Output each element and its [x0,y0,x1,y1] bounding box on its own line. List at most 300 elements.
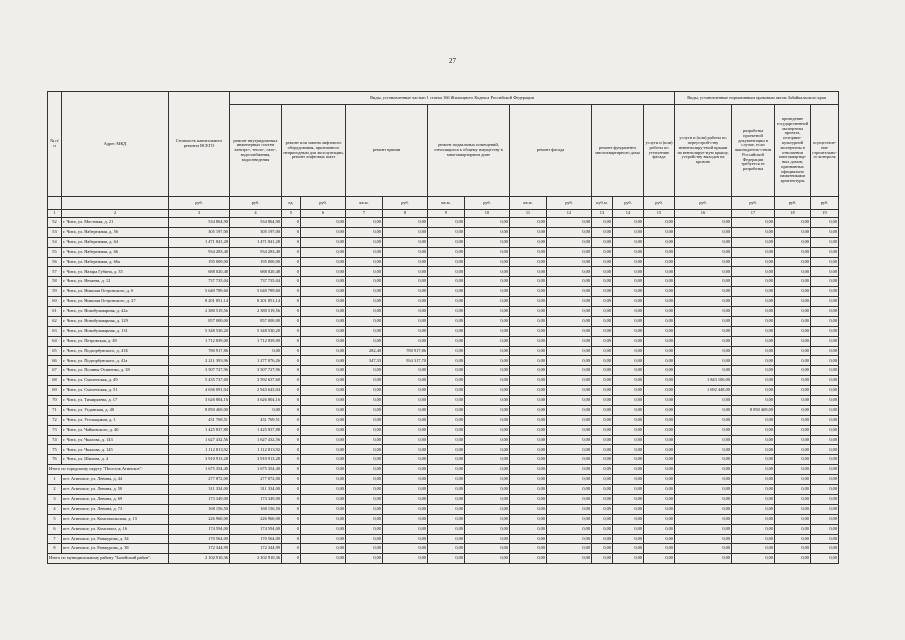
row-value: 0,00 [613,405,644,415]
row-value: 172 344,99 [169,544,230,554]
row-value: 0,00 [510,544,547,554]
row-value: 0,00 [775,554,811,564]
row-value: 0,00 [301,455,346,465]
col-no-header: № п/п [48,92,62,197]
row-value: 0,00 [547,346,592,356]
row-value: 0,00 [675,297,732,307]
row-value: 0,00 [811,297,839,307]
table-row [48,257,839,267]
row-value: 172 344,99 [230,544,282,554]
row-value: 0,00 [592,514,613,524]
row-value: 0,00 [613,415,644,425]
row-value: 0,00 [346,554,383,564]
row-value: 0,00 [465,494,510,504]
row-address: г. Чита, ул. Набережная, д. 66 [62,247,169,257]
row-value: 0,00 [301,316,346,326]
row-value: 0,00 [301,465,346,475]
row-value: 0,00 [465,307,510,317]
row-value: 277 872,00 [169,475,230,485]
table-row [48,336,839,346]
row-value: 0,00 [547,465,592,475]
row-value: 1 627 432,56 [230,435,282,445]
row-value: 4 636 091,04 [169,386,230,396]
row-value: 0,00 [811,376,839,386]
row-value: 0,00 [592,386,613,396]
row-number: 2 [48,485,62,495]
row-value: 1 425 837,88 [169,425,230,435]
row-value: 0,00 [644,524,675,534]
row-value: 0,00 [675,366,732,376]
row-value: 0,00 [675,218,732,228]
table-row [48,435,839,445]
row-value: 0,00 [811,455,839,465]
row-value: 0,00 [592,435,613,445]
row-value: 0,00 [428,514,465,524]
row-value: 0,00 [811,514,839,524]
row-address: г. Чита, ул. Петровская, д. 49 [62,336,169,346]
row-value: 0,00 [428,415,465,425]
row-value: 0,00 [346,297,383,307]
row-value: 0,00 [644,346,675,356]
row-value: 0,00 [346,504,383,514]
row-value: 0,00 [675,494,732,504]
row-value: 0,00 [644,396,675,406]
row-value: 0,00 [775,218,811,228]
row-value: 0,00 [301,485,346,495]
row-value: 0,00 [547,425,592,435]
table-row [48,237,839,247]
row-value: 0,00 [346,376,383,386]
row-value: 0,00 [675,524,732,534]
row-value: 0,00 [428,277,465,287]
row-value: 0,00 [428,494,465,504]
row-value: 0,00 [465,267,510,277]
row-value: 0,00 [547,326,592,336]
row-value: 0,00 [775,435,811,445]
table-row [48,386,839,396]
row-value: 226 960,00 [169,514,230,524]
row-value: 0 [282,425,301,435]
row-value: 0,00 [465,544,510,554]
row-value: 195 000,00 [230,257,282,267]
row-value: 0,00 [547,475,592,485]
row-value: 0 [282,277,301,287]
unit-cell: руб. [465,197,510,210]
row-number: 57 [48,267,62,277]
row-value: 0,00 [644,297,675,307]
row-value: 347,33 [346,356,383,366]
row-value: 0,00 [592,247,613,257]
column-number: 8 [383,210,428,218]
row-value: 0,00 [510,494,547,504]
row-value: 0,00 [775,227,811,237]
repair-register-table [47,91,839,564]
row-value: 0,00 [644,485,675,495]
row-value: 305 197,00 [169,227,230,237]
row-value: 0,00 [775,267,811,277]
row-value: 0 [282,514,301,524]
table-row [48,218,839,228]
row-value: 0,00 [428,257,465,267]
row-value: 0,00 [465,376,510,386]
row-value: 0,00 [383,307,428,317]
row-value: 0,00 [613,435,644,445]
row-value: 688 020,48 [230,267,282,277]
row-value: 431 769,51 [230,415,282,425]
row-value: 0,00 [465,257,510,267]
row-value: 282,40 [346,346,383,356]
row-value: 0,00 [346,445,383,455]
row-value: 0,00 [346,277,383,287]
row-value: 0,00 [383,475,428,485]
row-value: 0,00 [465,455,510,465]
row-number: 61 [48,307,62,317]
row-value: 0,00 [301,267,346,277]
subtotal-row [48,465,839,475]
row-value: 0,00 [613,297,644,307]
row-value: 0,00 [675,396,732,406]
row-value: 0,00 [732,544,775,554]
row-value: 0,00 [346,524,383,534]
row-value: 0,00 [510,485,547,495]
row-value: 0 [282,405,301,415]
row-address: пгт. Агинское, ул. Ранжурова, д. 34 [62,534,169,544]
row-value: 0,00 [383,455,428,465]
row-value: 0,00 [811,307,839,317]
row-value: 0,00 [592,257,613,267]
row-value: 0,00 [383,287,428,297]
row-value: 0,00 [383,267,428,277]
row-value: 0,00 [465,297,510,307]
row-value: 0 [282,415,301,425]
row-value: 0,00 [510,455,547,465]
row-value: 0,00 [592,524,613,534]
row-value: 170 564,00 [169,534,230,544]
row-value: 0,00 [428,485,465,495]
row-value: 0,00 [592,544,613,554]
row-value: 0,00 [465,405,510,415]
col-roof-header: ремонт крыши [346,105,428,197]
row-value: 0,00 [547,435,592,445]
row-value: 0,00 [465,277,510,287]
column-number: 10 [465,210,510,218]
row-value: 0,00 [346,237,383,247]
row-value: 0,00 [547,277,592,287]
row-value: 0,00 [675,287,732,297]
row-value: 0,00 [613,267,644,277]
row-value: 0,00 [428,237,465,247]
col-design-header: разработка проектной документации в случае, если законодатель-ством Российской Федерации требуется ее разработка [732,105,775,197]
row-value: 0,00 [811,524,839,534]
row-value: 0,00 [613,227,644,237]
row-value: 0,00 [732,494,775,504]
row-value: 0 [282,544,301,554]
table-row [48,514,839,524]
row-value: 737 735,04 [169,277,230,287]
row-number: 76 [48,455,62,465]
row-value: 0,00 [547,534,592,544]
row-address: г. Чита, ул. Набережная, д. 56 [62,227,169,237]
row-value: 168 156,50 [230,504,282,514]
row-value: 0,00 [644,227,675,237]
col-control-header: осуществле-ние строительно-го контроля [811,105,839,197]
row-value: 0,00 [465,475,510,485]
row-value: 0,00 [613,336,644,346]
row-value: 0,00 [592,465,613,475]
row-value: 0,00 [644,475,675,485]
row-value: 0,00 [592,326,613,336]
row-value: 857 000,00 [169,316,230,326]
row-value: 0,00 [775,475,811,485]
row-value: 0,00 [383,494,428,504]
row-value: 0,00 [383,396,428,406]
subtotal-row [48,554,839,564]
row-value: 2 380 519,56 [169,307,230,317]
row-address: г. Чита, ул. Тимирязева, д. 17 [62,396,169,406]
row-value: 195 000,00 [169,257,230,267]
row-value: 0,00 [510,277,547,287]
row-value: 0,00 [346,227,383,237]
row-value: 0 [282,376,301,386]
row-value: 0,00 [775,415,811,425]
row-value: 0,00 [465,326,510,336]
row-value: 0,00 [811,356,839,366]
row-value: 0,00 [301,257,346,267]
row-value: 0 [282,346,301,356]
row-number: 6 [48,524,62,534]
row-value: 0,00 [811,346,839,356]
row-value: 0,00 [732,435,775,445]
row-value: 0,00 [383,218,428,228]
row-value: 0,00 [346,316,383,326]
row-value: 173 349,00 [169,494,230,504]
row-value: 0,00 [732,485,775,495]
row-value: 0,00 [510,386,547,396]
row-value: 0,00 [644,544,675,554]
row-value: 0,00 [592,445,613,455]
row-value: 0,00 [428,316,465,326]
row-value: 0,00 [775,494,811,504]
row-value: 0,00 [732,554,775,564]
row-value: 0,00 [301,396,346,406]
row-value: 0,00 [592,405,613,415]
row-value: 0,00 [775,287,811,297]
row-value: 0,00 [675,514,732,524]
row-value: 0,00 [811,494,839,504]
column-number: 2 [62,210,169,218]
row-address: г. Чита, ул. Назара Губина, д. 35 [62,267,169,277]
column-number: 7 [346,210,383,218]
row-value: 0,00 [346,336,383,346]
row-value: 0,00 [428,386,465,396]
row-value: 0,00 [346,475,383,485]
row-value: 0,00 [428,465,465,475]
unit-cell: руб. [301,197,346,210]
column-number: 19 [811,210,839,218]
row-value: 0,00 [592,227,613,237]
row-value: 0,00 [732,267,775,277]
table-row [48,445,839,455]
row-value: 0,00 [346,396,383,406]
row-value: 0,00 [301,376,346,386]
row-value: 0,00 [732,356,775,366]
row-value: 0 [282,445,301,455]
row-value: 0,00 [644,534,675,544]
row-value: 0 [282,366,301,376]
row-value: 0,00 [547,445,592,455]
row-value: 0,00 [644,247,675,257]
row-value: 0,00 [775,376,811,386]
row-value: 0,00 [613,237,644,247]
col-elevator-header: ремонт или замена лифтового оборудования, признанного непригодным для эксплуатации, ремонт лифтовых шахт [282,105,346,197]
row-value: 0,00 [592,346,613,356]
row-value: 0,00 [301,445,346,455]
row-value: 0,00 [592,218,613,228]
row-value: 0,00 [613,247,644,257]
row-value: 0,00 [811,465,839,475]
row-value: 0 [282,465,301,475]
row-value: 1 112 813,92 [169,445,230,455]
row-value: 0,00 [465,445,510,455]
row-value: 0,00 [230,405,282,415]
row-value: 0 [282,326,301,336]
row-value: 934 283,40 [230,247,282,257]
row-value: 0,00 [675,257,732,267]
row-value: 0,00 [644,435,675,445]
row-value: 0,00 [465,386,510,396]
row-value: 0,00 [383,376,428,386]
row-value: 0,00 [547,297,592,307]
row-value: 0,00 [613,287,644,297]
row-value: 0,00 [510,227,547,237]
row-value: 0,00 [383,297,428,307]
row-value: 0,00 [301,366,346,376]
federal-group-header: Виды, установленные частью 1 статьи 166 Жилищного Кодекса Российской Федерации [230,92,675,105]
row-value: 0,00 [644,307,675,317]
row-value: 174 594,00 [230,524,282,534]
row-value: 0,00 [732,376,775,386]
col-engineering-header: ремонт внутридомовых инженерных систем электро-, тепло-, газо-, водоснабжения, водоотведения [230,105,282,197]
row-value: 0,00 [465,534,510,544]
row-value: 0,00 [811,534,839,544]
row-value: 0,00 [592,455,613,465]
row-value: 0,00 [346,247,383,257]
column-number: 14 [613,210,644,218]
row-value: 0,00 [675,336,732,346]
row-value: 0,00 [675,455,732,465]
column-number: 12 [547,210,592,218]
row-value: 0,00 [547,554,592,564]
row-value: 0,00 [510,475,547,485]
row-value: 0,00 [547,386,592,396]
row-value: 0,00 [644,336,675,346]
row-value: 0,00 [346,544,383,554]
row-address: г. Чита, ул. Подгорбунского, д. 41Б [62,346,169,356]
row-value: 0,00 [547,316,592,326]
row-value: 0,00 [547,356,592,366]
row-value: 0,00 [428,307,465,317]
row-value: 1 675 354,40 [169,465,230,475]
row-value: 0,00 [547,247,592,257]
row-value: 0,00 [230,346,282,356]
row-address: пгт. Агинское, ул. Ленина, д. 44 [62,475,169,485]
row-number: 52 [48,218,62,228]
unit-cell: руб. [383,197,428,210]
row-value: 0 [282,237,301,247]
row-value: 0,00 [547,504,592,514]
row-value: 0,00 [301,544,346,554]
row-number: 60 [48,297,62,307]
row-value: 0,00 [465,415,510,425]
row-value: 0 [282,455,301,465]
row-value: 0 [282,396,301,406]
row-value: 0,00 [644,465,675,475]
row-value: 0,00 [465,435,510,445]
row-value: 0,00 [675,307,732,317]
row-value: 0,00 [732,504,775,514]
row-value: 0,00 [547,514,592,524]
row-value: 0,00 [301,336,346,346]
row-value: 0,00 [301,277,346,287]
row-value: 0,00 [775,366,811,376]
row-value: 0,00 [510,376,547,386]
row-value: 0,00 [547,307,592,317]
column-number: 17 [732,210,775,218]
row-value: 0,00 [613,475,644,485]
row-value: 0,00 [811,415,839,425]
row-value: 0,00 [644,386,675,396]
row-value: 0,00 [510,405,547,415]
row-value: 0 [282,287,301,297]
row-value: 0,00 [592,504,613,514]
row-value: 2 943 643,04 [230,386,282,396]
row-address: г. Чита, ул. Новобульварная, д. 129 [62,316,169,326]
table-row [48,534,839,544]
row-value: 0,00 [592,494,613,504]
row-value: 0,00 [301,494,346,504]
unit-cell: кв.м. [346,197,383,210]
row-value: 8 201 851,14 [230,297,282,307]
row-value: 0,00 [775,316,811,326]
row-value: 0,00 [592,237,613,247]
row-value: 0,00 [346,287,383,297]
table-row [48,326,839,336]
row-address: г. Чита, ул. Чкалова, д. 143 [62,435,169,445]
row-value: 0,00 [383,425,428,435]
row-value: 1 675 354,40 [230,465,282,475]
row-value: 0,00 [547,218,592,228]
row-value: 0,00 [675,475,732,485]
row-value: 168 156,50 [169,504,230,514]
row-value: 0,00 [775,356,811,366]
col-basement-header: ремонт подвальных помещений, относящихся к общему имуществу в многоквартирном доме [428,105,510,197]
row-value: 0,00 [428,455,465,465]
column-number: 11 [510,210,547,218]
row-address: г. Чита, ул. Чкалова, д. 145 [62,445,169,455]
row-value: 0,00 [465,465,510,475]
row-value: 0,00 [732,287,775,297]
row-value: 0,00 [465,396,510,406]
row-value: 1 112 813,92 [230,445,282,455]
row-value: 0,00 [811,267,839,277]
row-address: г. Чита, ул. Нечаева, д. 12 [62,277,169,287]
column-number: 3 [169,210,230,218]
row-number: 1 [48,475,62,485]
row-value: 0,00 [732,524,775,534]
row-number: 65 [48,346,62,356]
row-number: 59 [48,287,62,297]
row-value: 0,00 [592,485,613,495]
